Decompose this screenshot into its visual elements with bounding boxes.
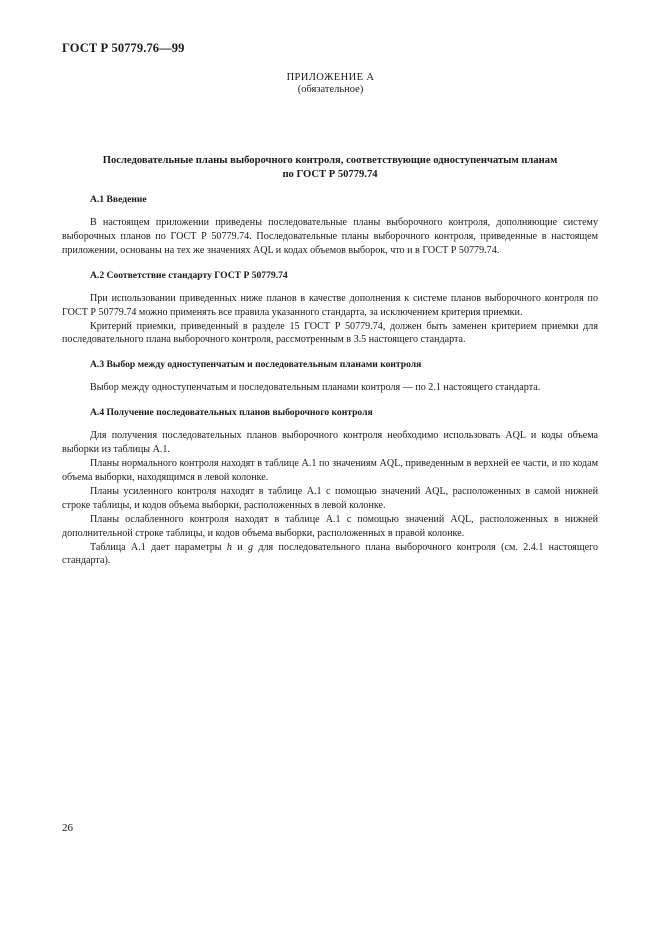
paragraph: При использовании приведенных ниже планов в качестве дополнения к системе планов выборочного контроля по ГОСТ Р 50779.74 можно применять все правила указанного стандарта, за исключением критерия приемки. [62, 292, 598, 318]
section-a3 [62, 358, 598, 395]
text-run: для последовательного плана выборочного контроля (см. 2.4.1 настоящего стандарта). [62, 541, 599, 567]
paragraph: Выбор между одноступенчатым и последовательным планами контроля — по 2.1 настоящего стандарта. [90, 382, 541, 394]
main-title-line-1: Последовательные планы выборочного контроля, соответствующие одноступенчатым планам [102, 155, 558, 166]
section-a1 [62, 193, 598, 258]
document-code: ГОСТ Р 50779.76—99 [62, 41, 185, 55]
parameter-g: g [247, 541, 254, 553]
text-run: и [231, 541, 248, 553]
section-a2 [62, 269, 598, 348]
paragraph: Для получения последовательных планов выборочного контроля необходимо использовать AQL и коды объема выборки из таблицы А.1. [62, 430, 598, 456]
parameter-h: h [226, 541, 232, 553]
paragraph: Планы ослабленного контроля находят в таблице А.1 с помощью значений AQL, расположенных в нижней дополнительной строке таблицы, и кодов объема выборки, расположенных в правой колонке. [62, 513, 598, 539]
page-number: 26 [62, 822, 73, 834]
section-a4 [62, 406, 598, 568]
paragraph: Планы усиленного контроля находят в таблице А.1 с помощью значений AQL, расположенных в самой нижней строке таблицы, и кодов объема выборки, расположенных в левой колонке. [62, 485, 598, 511]
document-body [62, 193, 598, 579]
paragraph: Критерий приемки, приведенный в разделе 15 ГОСТ Р 50779.74, должен быть заменен критерием приемки для последовательного плана выборочного контроля, рассмотренным в 3.5 настоящего стандарта. [62, 320, 598, 346]
section-heading: А.1 Введение [90, 194, 147, 205]
annex-main-title [62, 154, 598, 182]
text-run: Таблица А.1 дает параметры [90, 541, 227, 553]
annex-heading [0, 72, 661, 96]
paragraph: Планы нормального контроля находят в таблице А.1 по значениям AQL, приведенным в верхней ее части, и по кодам объема выборки, находящимся в левой колонке. [62, 458, 598, 483]
annex-title: ПРИЛОЖЕНИЕ А [286, 72, 375, 83]
section-heading: А.4 Получение последовательных планов выборочного контроля [90, 407, 373, 419]
paragraph: В настоящем приложении приведены последовательные планы выборочного контроля, дополняющие систему выборочных планов по ГОСТ Р 50779.74. Последовательные планы выборочного контроля, приведенные в настоящем приложении, основаны на тех же значениях AQL и кодах объемов выборок, что и в ГОСТ Р 50779.74. [62, 217, 598, 256]
annex-subtitle: (обязательное) [297, 84, 364, 95]
section-heading: А.2 Соответствие стандарту ГОСТ Р 50779.74 [90, 269, 288, 281]
paragraph-table-reference [62, 541, 598, 569]
section-heading: А.3 Выбор между одноступенчатым и последовательным планами контроля [90, 359, 422, 371]
main-title-line-2: по ГОСТ Р 50779.74 [282, 169, 378, 180]
